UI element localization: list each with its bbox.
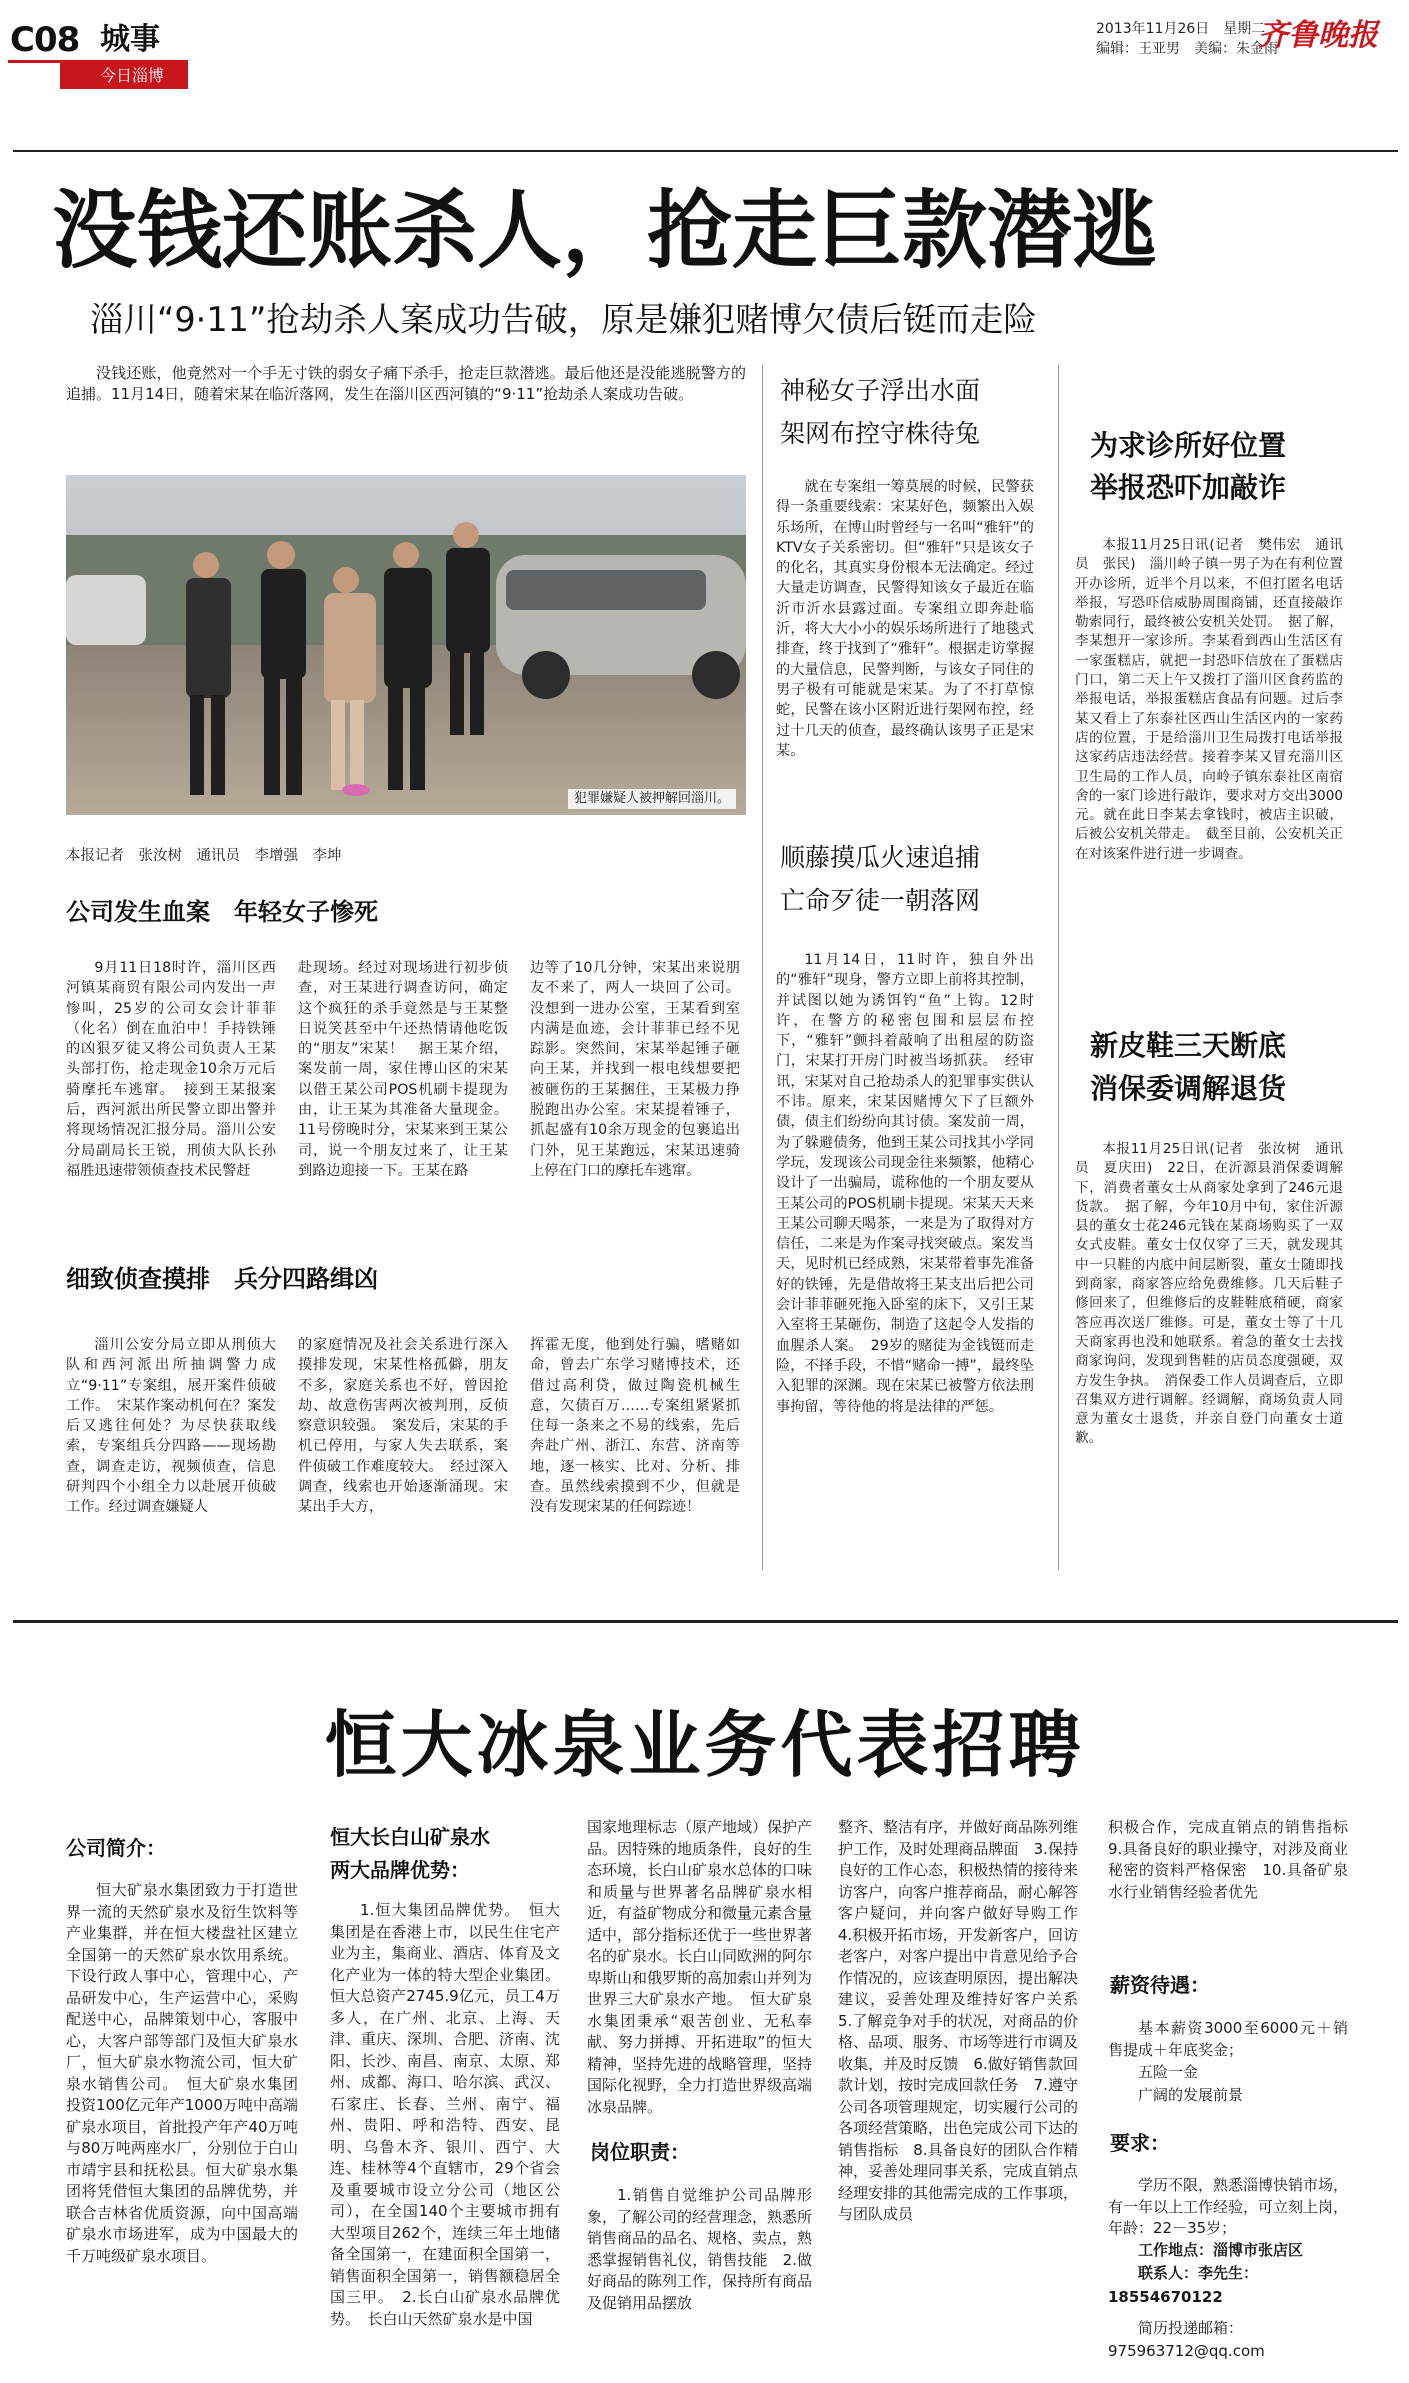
ad-col2-heading-2: 两大品牌优势： (330, 1858, 470, 1882)
ad-divider (13, 1620, 1398, 1623)
date-line: 2013年11月26日 星期二 (1096, 21, 1266, 37)
ad-contact: 联系人：李先生： (1138, 2264, 1259, 2282)
right2-title-line1: 新皮鞋三天断底 (1090, 1029, 1287, 1062)
sidebar1-body: 就在专案组一筹莫展的时候，民警获得一条重要线索：宋某好色，频繁出入娱乐场所，在博山时曾经与一名叫“雅轩”的KTV女子关系密切。但“雅轩”只是该女子的化名，其真实身份根本无法确定。经过大量走访调查，民警得知该女子最近在临沂市沂水县露过面。专案组立即奔赴临沂，将大大小小的娱乐场所进行了地毯式排查，终于找到了“雅轩”。根据走访掌握的大量信息，民警判断，与该女子同住的男子极有可能就是宋某。为了不打草惊蛇，民警在该小区附近进行架网布控，经过十几天的侦查，最终确认该男子正是宋某。 (776, 479, 1034, 759)
ad-work-area: 工作地点：淄博市张店区 (1138, 2241, 1304, 2259)
top-rule (13, 150, 1398, 152)
ad-col3-body2: 1.销售自觉维护公司品牌形象，了解公司的经营理念，熟悉所销售商品的品名、规格、卖点，熟悉掌握销售礼仪，销售技能 2.做好商品的陈列工作，保持所有商品及促销用品摆放 (587, 2186, 813, 2312)
sidebar2-title-line1: 顺藤摸瓜火速追捕 (780, 843, 981, 872)
lead-paragraph: 没钱还账，他竟然对一个手无寸铁的弱女子痛下杀手，抢走巨款潜逃。最后他还是没能逃脱警方的追捕。11月14日，随着宋某在临沂落网，发生在淄川区西河镇的“9·11”抢劫杀人案成功告破。 (66, 364, 746, 403)
subheadline: 淄川“9·11”抢劫杀人案成功告破，原是嫌犯赌博欠债后铤而走险 (90, 300, 1037, 339)
news-photo (66, 475, 746, 815)
ad-salary-line-2: 五险一金 (1138, 2063, 1199, 2081)
section2-title: 细致侦查摸排 兵分四路缉凶 (66, 1264, 378, 1293)
subsection-label: 今日淄博 (100, 66, 165, 85)
ad-salary-line-1: 基本薪资3000至6000元＋销售提成＋年底奖金； (1108, 2019, 1348, 2059)
photo-caption: 犯罪嫌疑人被押解回淄川。 (568, 789, 736, 809)
right2-title-line2: 消保委调解退货 (1090, 1072, 1287, 1105)
right2-body: 本报11月25日讯(记者 张汝树 通讯员 夏庆田) 22日，在沂源县消保委调解下，消费者董女士从商家处拿到了246元退货款。 据了解，今年10月中旬，家住沂源县的董女士花246元钱在某商场购买了一双女式皮鞋。董女士仅仅穿了三天，就发现其中一只鞋的内底中间层断裂，董女士随即找到商家，商家答应给免费维修。几天后鞋子修回来了，但维修后的皮鞋鞋底稍硬，商家答应再次送厂维修。可是，董女士等了十几天商家再也没和她联系。着急的董女士去找商家询问，发现到售鞋的店员态度强硬，双方发生争执。 消保委工作人员调查后，立即召集双方进行调解。经调解，商场负责人同意为董女士退货，并亲自登门向董女士道歉。 (1075, 1141, 1343, 1447)
section1-col3: 边等了10几分钟，宋某出来说朋友不来了，两人一块回了公司。没想到一进办公室，王某看到室内满是血迹，会计菲菲已经不见踪影。突然间，宋某举起锤子砸向王某，并找到一根电线想要把被砸伤的王某捆住，王某极力挣脱跑出办公室。宋某提着锤子，抓起盛有10余万现金的包裹追出门外，见王某跑远，宋某迅速骑上停在门口的摩托车逃窜。 (530, 960, 740, 1179)
ad-col5-body: 积极合作，完成直销点的销售指标 9.具备良好的职业操守，对涉及商业秘密的资料严格保密 10.具备矿泉水行业销售经验者优先 (1108, 1818, 1364, 1901)
section-name: 城事 (100, 22, 160, 57)
headline: 没钱还账杀人，抢走巨款潜逃 (52, 181, 1158, 281)
ad-intro-heading: 公司简介： (66, 1836, 166, 1860)
ad-intro-body: 恒大矿泉水集团致力于打造世界一流的天然矿泉水及衍生饮料等产业集群，并在恒大楼盘社区建立全国第一的天然矿泉水饮用系统。下设行政人事中心，管理中心，产品研发中心，生产运营中心，采购配送中心，品牌策划中心，客服中心，大客户部等部门及恒大矿泉水厂，恒大矿泉水物流公司，恒大矿泉水销售公司。 恒大矿泉水集团投资100亿元年产1000万吨中高端矿泉水项目，首批投产年产40万吨与80万吨两座水厂，分别位于白山市靖宇县和抚松县。恒大矿泉水集团将凭借恒大集团的品牌优势，并联合吉林省优质资源，向中国高端矿泉水市场进军，成为中国最大的千万吨级矿泉水项目。 (66, 1881, 298, 2265)
ad-email-label: 简历投递邮箱： (1138, 2319, 1244, 2337)
section1-col1: 9月11日18时许，淄川区西河镇某商贸有限公司内发出一声惨叫，25岁的公司女会计菲菲（化名）倒在血泊中！手持铁锤的凶狠歹徒又将公司负责人王某头部打伤，抢走现金10余万元后骑摩托车逃窜。 接到王某报案后，西河派出所民警立即出警并将现场情况汇报分局。淄川公安分局副局长王锐，刑侦大队长孙福胜迅速带领侦查技术民警赶 (66, 960, 276, 1179)
section1-col2: 赴现场。经过对现场进行初步侦查，对王某进行调查访问，确定这个疯狂的杀手竟然是与王某整日说笑甚至中午还热情请他吃饭的“朋友”宋某！ 据王某介绍，案发前一周，家住博山区的宋某以借王某公司POS机刷卡提现为由，让王某为其准备大量现金。11号傍晚时分，宋某来到王某公司，说一个朋友过来了，让王某到路边迎接一下。王某在路 (298, 960, 508, 1179)
ad-email: 975963712@qq.com (1108, 2342, 1265, 2360)
ad-phone: 18554670122 (1108, 2288, 1223, 2306)
section2-col2: 的家庭情况及社会关系进行深入摸排发现，宋某性格孤僻，朋友不多，家庭关系也不好，曾因抢劫、故意伤害两次被判刑，反侦察意识较强。 案发后，宋某的手机已停用，与家人失去联系，案件侦破工作难度较大。 经过深入调查，线索也开始逐渐涌现。宋某出手大方， (298, 1337, 508, 1516)
byline: 本报记者 张汝树 通讯员 李增强 李坤 (66, 848, 342, 864)
right1-body: 本报11月25日讯(记者 樊伟宏 通讯员 张民) 淄川岭子镇一男子为在有利位置开办诊所，近半个月以来，不但打匿名电话举报，写恐吓信威胁周围商铺，还直接敲诈勒索同行，最终被公安机关处罚。 据了解，李某想开一家诊所。李某看到西山生活区有一家蛋糕店，就把一封恐吓信放在了蛋糕店门口，第二天上午又拨打了淄川区食药监的举报电话，举报蛋糕店食品有问题。过后李某又看上了东泰社区西山生活区内的一家药店的位置，于是给淄川卫生局拨打电话举报这家药店违法经营。接着李某又冒充淄川区卫生局的工作人员，向岭子镇东泰社区南宿舍的一家门诊进行敲诈，要求对方交出3000元。就在此日李某去拿钱时，被店主识破，后被公安机关带走。 截至目前，公安机关正在对该案件进行进一步调查。 (1075, 537, 1343, 862)
right1-title-line1: 为求诊所好位置 (1090, 429, 1287, 462)
ad-col4-body: 整齐、整洁有序，并做好商品陈列维护工作，及时处理商品牌面 3.保持良好的工作心态，积极热情的接待来访客户，向客户推荐商品，耐心解答客户疑问，并向客户做好导购工作 4.积极开拓市场，开发新客户，回访老客户，对客户提出中肯意见给予合作情况的，应该查明原因，提出解决建议，妥善处理及维持好客户关系 5.了解竞争对手的状况，对商品的价格、品项、服务、市场等进行市调及收集，并及时反馈 6.做好销售款回款计划，按时完成回款任务 7.遵守公司各项管理规定，切实履行公司的各项经营策略，出色完成公司下达的销售指标 8.具备良好的团队合作精神，妥善处理同事关系，完成直销点经理安排的其他需完成的工作事项，与团队成员 (838, 1818, 1094, 2223)
ad-title: 恒大冰泉业务代表招聘 (324, 1703, 1085, 1787)
section2-col3: 挥霍无度，他到处行骗，嗜赌如命，曾去广东学习赌博技术，还借过高利贷，做过陶瓷机械生意，欠债百万……专案组紧紧抓住每一条来之不易的线索，先后奔赴广州、浙江、东营、济南等地，逐一核实、比对、分析、排查。虽然线索摸到不少，但就是没有发现宋某的任何踪迹！ (530, 1337, 740, 1516)
ad-col2-body: 1.恒大集团品牌优势。 恒大集团是在香港上市，以民生住宅产业为主，集商业、酒店、体育及文化产业为一体的特大型企业集团。恒大总资产2745.9亿元，员工4万多人，在广州、北京、上海、天津、重庆、深圳、合肥、济南、沈阳、长沙、南昌、南京、太原、郑州、成都、海口、哈尔滨、武汉、石家庄、长春、兰州、南宁、福州、贵阳、呼和浩特、西安、昆明、乌鲁木齐、银川、西宁、大连、桂林等4个直辖市，29个省会及重要城市设立分公司（地区公司），在全国140个主要城市拥有大型项目262个，连续三年土地储备全国第一，在建面积全国第一，销售面积全国第一，销售额稳居全国三甲。 2.长白山矿泉水品牌优势。 长白山天然矿泉水是中国 (330, 1901, 560, 2328)
ad-requirements-heading: 要求： (1110, 2131, 1170, 2155)
ad-duties-heading: 岗位职责： (590, 2140, 690, 2164)
ad-col3-body: 国家地理标志（原产地域）保护产品。因特殊的地质条件，良好的生态环境，长白山矿泉水总体的口味和质量与世界著名品牌矿泉水相近，有益矿物成分和微量元素含量适中，部分指标还优于一些世界著名的矿泉水。长白山同欧洲的阿尔卑斯山和俄罗斯的高加索山并列为世界三大矿泉水产地。 恒大矿泉水集团秉承“艰苦创业、无私奉献、努力拼搏、开拓进取”的恒大精神，坚持先进的战略管理，坚持国际化视野，全力打造世界级高端冰泉品牌。 (587, 1818, 813, 2116)
section1-title: 公司发生血案 年轻女子惨死 (66, 897, 378, 926)
sidebar1-title-line2: 架网布控守株待兔 (780, 419, 981, 448)
ad-salary-line-3: 广阔的发展前景 (1138, 2086, 1244, 2104)
editor-line: 编辑：王亚男 美编：朱金雨 (1096, 41, 1278, 57)
right-column-rule (1058, 365, 1059, 1570)
ad-salary-heading: 薪资待遇： (1110, 1973, 1210, 1997)
sidebar2-title-line2: 亡命歹徒一朝落网 (780, 886, 981, 915)
ad-col2-heading-1: 恒大长白山矿泉水 (330, 1825, 490, 1849)
newspaper-logo: 齐鲁晚报 (1258, 18, 1378, 53)
sidebar1-title-line1: 神秘女子浮出水面 (780, 376, 981, 405)
masthead (0, 0, 1409, 90)
right1-title-line2: 举报恐吓加敲诈 (1090, 471, 1287, 504)
section2-col1: 淄川公安分局立即从刑侦大队和西河派出所抽调警力成立“9·11”专案组，展开案件侦破工作。 宋某作案动机何在？案发后又逃往何处？为尽快获取线索，专案组兵分四路——现场勘查，调查走访，视频侦查，信息研判四个小组全力以赴展开侦破工作。经过调查嫌疑人 (66, 1337, 276, 1516)
page-code: C08 (10, 20, 80, 60)
news-photo-scene (66, 475, 746, 815)
ad-requirements-body: 学历不限，熟悉淄博快销市场，有一年以上工作经验，可立刻上岗，年龄：22－35岁； (1108, 2176, 1349, 2237)
sidebar2-body: 11月14日，11时许，独自外出的“雅轩”现身，警方立即上前将其控制，并试图以她为诱饵钓“鱼”上钩。12时许，在警方的秘密包围和层层布控下，“雅轩”颤抖着敲响了出租屋的防盗门，宋某打开房门时被当场抓获。 经审讯，宋某对自己抢劫杀人的犯罪事实供认不讳。原来，宋某因赌博欠下了巨额外债，债主们纷纷向其讨债。案发前一周，为了躲避债务，他到王某公司找其小学同学玩，发现该公司现金往来频繁，他精心设计了一出骗局，谎称他的一个朋友要从王某公司的POS机刷卡提现。宋某天天来王某公司聊天喝茶，一来是为了取得对方信任，二来是为作案寻找突破点。案发当天，见时机已经成熟，宋某带着事先准备好的铁锤，先是借故将王某支出后把公司会计菲菲砸死拖入卧室的床下，又引王某入室将王某砸伤，制造了这起令人发指的血腥杀人案。 29岁的赌徒为金钱铤而走险，不择手段，不惜“赌命一搏”，最终坠入犯罪的深渊。现在宋某已被警方依法刑事拘留，等待他的将是法律的严惩。 (776, 952, 1034, 1415)
middle-column-rule (762, 365, 763, 1570)
subsection-tag (60, 63, 188, 89)
